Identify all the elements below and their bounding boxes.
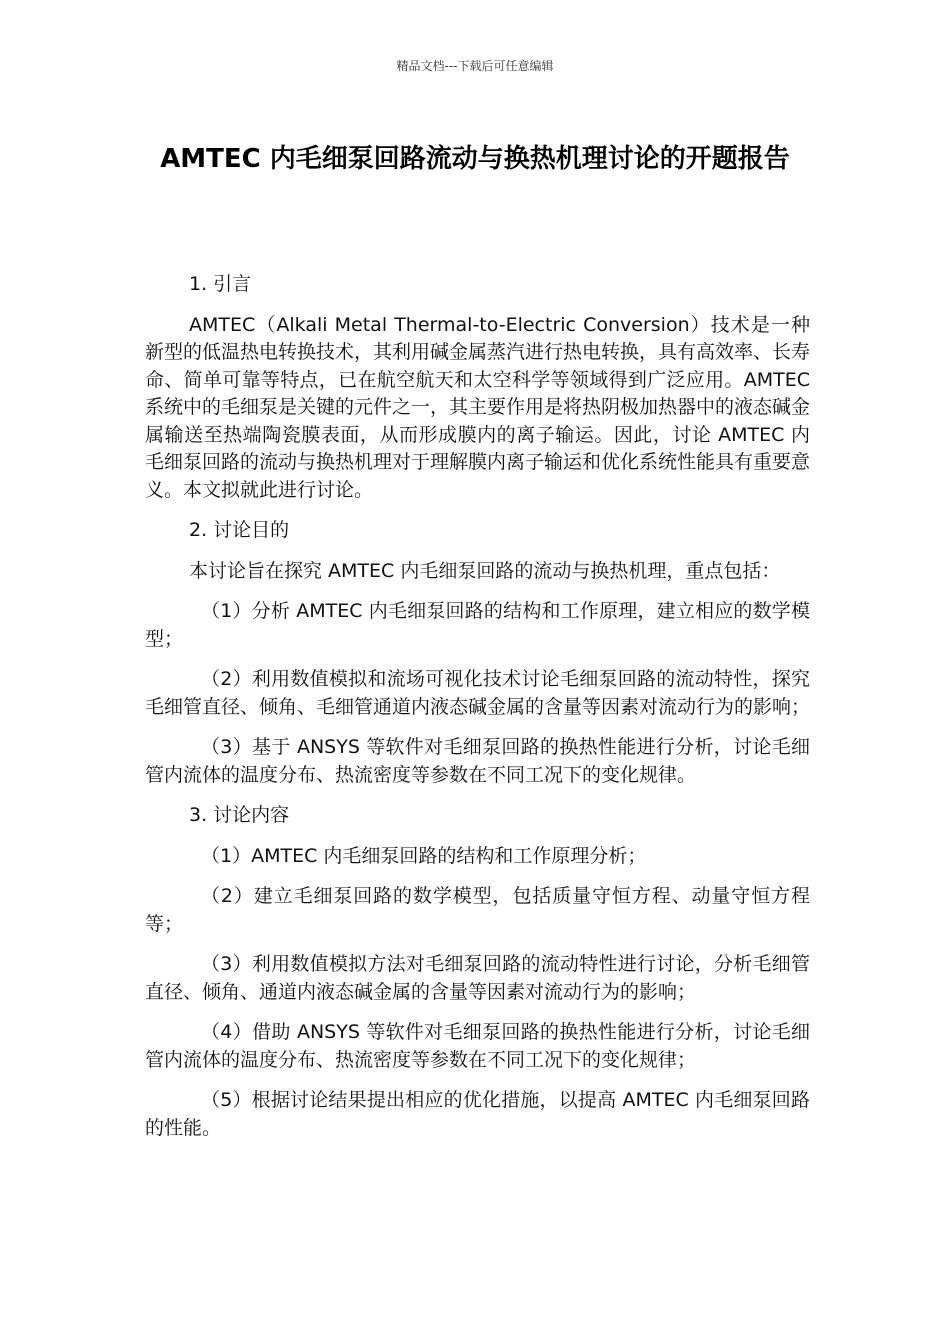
content-item-5: （5）根据讨论结果提出相应的优化措施，以提高 AMTEC 内毛细泵回路的性能。 xyxy=(145,1089,810,1139)
section-heading-content: 3. 讨论内容 xyxy=(189,804,290,826)
content-item-1: （1）AMTEC 内毛细泵回路的结构和工作原理分析； xyxy=(201,844,647,867)
objective-item-2: （2）利用数值模拟和流场可视化技术讨论毛细泵回路的流动特性，探究毛细管直径、倾角、毛细管通道内液态碱金属的含量等因素对流动行为的影响； xyxy=(145,668,811,718)
section-heading-objectives: 2. 讨论目的 xyxy=(189,519,290,541)
header-note: 精品文档---下载后可任意编辑 xyxy=(396,59,554,73)
content-item-3: （3）利用数值模拟方法对毛细泵回路的流动特性进行讨论，分析毛细管直径、倾角、通道内液态碱金属的含量等因素对流动行为的影响； xyxy=(145,953,810,1003)
introduction-paragraph: AMTEC（Alkali Metal Thermal-to-Electric Conversion）技术是一种新型的低温热电转换技术，其利用碱金属蒸汽进行热电转换，具有高效率、长寿命、简单可靠等特点，已在航空航天和太空科学等领域得到广泛应用。AMTEC 系统中的毛细泵是关键的元件之一，其主要作用是将热阴极加热器中的液态碱金属输送至热端陶瓷膜表面，从而形成膜内的离子输运。因此，讨论 AMTEC 内毛细泵回路的流动与换热机理对于理解膜内离子输运和优化系统性能具有重要意义。本文拟就此进行讨论。 xyxy=(145,313,811,501)
objective-item-1: （1）分析 AMTEC 内毛细泵回路的结构和工作原理，建立相应的数学模型； xyxy=(145,600,810,650)
objectives-intro: 本讨论旨在探究 AMTEC 内毛细泵回路的流动与换热机理，重点包括： xyxy=(189,559,781,582)
document-title: AMTEC 内毛细泵回路流动与换热机理讨论的开题报告 xyxy=(160,144,790,174)
document-body xyxy=(145,271,810,1155)
content-item-4: （4）借助 ANSYS 等软件对毛细泵回路的换热性能进行分析，讨论毛细管内流体的温度分布、热流密度等参数在不同工况下的变化规律； xyxy=(145,1021,810,1071)
section-heading-introduction: 1. 引言 xyxy=(189,273,252,295)
objective-item-3: （3）基于 ANSYS 等软件对毛细泵回路的换热性能进行分析，讨论毛细管内流体的温度分布、热流密度等参数在不同工况下的变化规律。 xyxy=(145,736,810,786)
content-item-2: （2）建立毛细泵回路的数学模型，包括质量守恒方程、动量守恒方程等； xyxy=(145,885,810,935)
